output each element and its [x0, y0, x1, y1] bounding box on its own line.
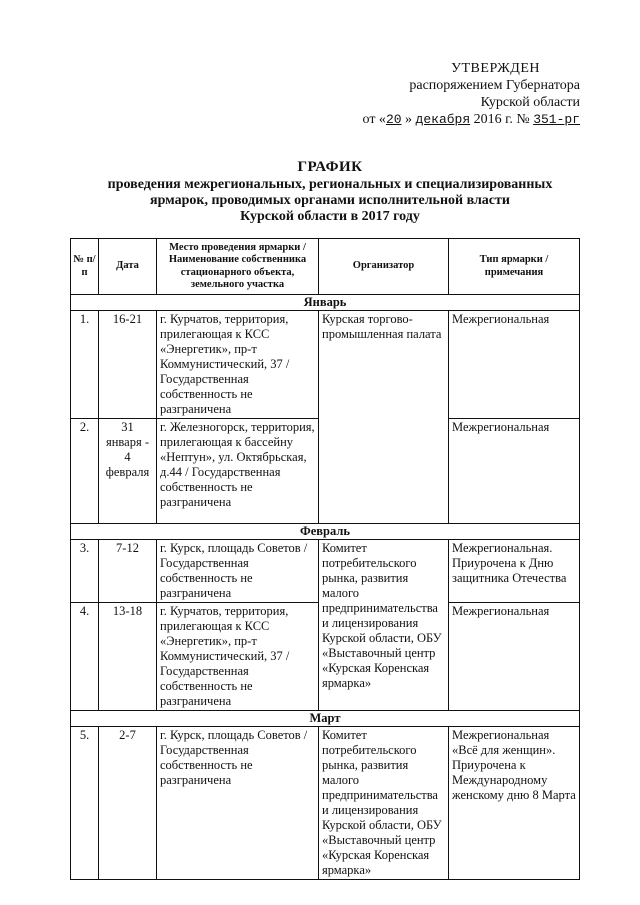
approval-date	[300, 111, 580, 128]
schedule-table	[70, 238, 580, 880]
month-label: Январь	[71, 295, 580, 311]
document-title	[60, 159, 600, 225]
approval-line2: Курской области	[480, 95, 580, 110]
row-num: 4.	[71, 603, 99, 711]
approval-block	[300, 60, 580, 128]
title-line2: ярмарок, проводимых органами исполнительной власти	[150, 193, 510, 208]
row-type: Межрегиональная	[449, 311, 580, 419]
approval-line1: распоряжением Губернатора	[409, 78, 580, 93]
row-place: г. Курск, площадь Советов / Государственная собственность не разграничена	[157, 727, 319, 880]
row-organizer: Комитет потребительского рынка, развития малого предпринимательства и лицензирования Курской области, ОБУ «Выставочный центр «Курская Коренская ярмарка»	[319, 540, 449, 711]
month-row-march	[71, 711, 580, 727]
table-row	[71, 540, 580, 603]
title-line1: проведения межрегиональных, региональных и специализированных	[107, 177, 553, 192]
order-number: 351-рг	[533, 112, 580, 127]
month-row-february	[71, 524, 580, 540]
row-organizer: Комитет потребительского рынка, развития малого предпринимательства и лицензирования Курской области, ОБУ «Выставочный центр «Курская Коренская ярмарка»	[319, 727, 449, 880]
row-num: 1.	[71, 311, 99, 419]
date-month: декабря	[415, 112, 471, 127]
header-place: Место проведения ярмарки / Наименование собственника стационарного объекта, земельного участка	[157, 239, 319, 295]
row-type: Межрегиональная	[449, 603, 580, 711]
date-mid: »	[405, 112, 413, 127]
row-type: Межрегиональная	[449, 419, 580, 524]
approval-title: УТВЕРЖДЕН	[451, 61, 540, 76]
row-date: 16-21	[99, 311, 157, 419]
date-year: 2016 г. №	[473, 112, 530, 127]
header-organizer: Организатор	[319, 239, 449, 295]
table-row	[71, 727, 580, 880]
row-type: Межрегиональная «Всё для женщин». Приурочена к Международному женскому дню 8 Марта	[449, 727, 580, 880]
header-num: № п/п	[71, 239, 99, 295]
row-num: 5.	[71, 727, 99, 880]
row-place: г. Курчатов, территория, прилегающая к КСС «Энергетик», пр-т Коммунистический, 37 / Государственная собственность не разграничена	[157, 603, 319, 711]
month-label: Март	[71, 711, 580, 727]
row-date: 13-18	[99, 603, 157, 711]
row-date: 7-12	[99, 540, 157, 603]
row-date: 2-7	[99, 727, 157, 880]
header-date: Дата	[99, 239, 157, 295]
header-type: Тип ярмарки / примечания	[449, 239, 580, 295]
month-label: Февраль	[71, 524, 580, 540]
table-header-row	[71, 239, 580, 295]
row-num: 3.	[71, 540, 99, 603]
row-place: г. Курчатов, территория, прилегающая к КСС «Энергетик», пр-т Коммунистический, 37 / Государственная собственность не разграничена	[157, 311, 319, 419]
table-row	[71, 311, 580, 419]
row-organizer: Курская торгово-промышленная палата	[319, 311, 449, 524]
row-date: 31 января - 4 февраля	[99, 419, 157, 524]
date-day: 20	[385, 112, 402, 127]
title-line3: Курской области в 2017 году	[240, 209, 420, 224]
row-type: Межрегиональная. Приурочена к Дню защитника Отечества	[449, 540, 580, 603]
row-place: г. Железногорск, территория, прилегающая к бассейну «Нептун», ул. Октябрьская, д.44 / Государственная собственность не разграничена	[157, 419, 319, 524]
month-row-january	[71, 295, 580, 311]
row-place: г. Курск, площадь Советов / Государственная собственность не разграничена	[157, 540, 319, 603]
date-prefix: от «	[362, 112, 386, 127]
row-num: 2.	[71, 419, 99, 524]
title-heading: ГРАФИК	[297, 159, 363, 175]
